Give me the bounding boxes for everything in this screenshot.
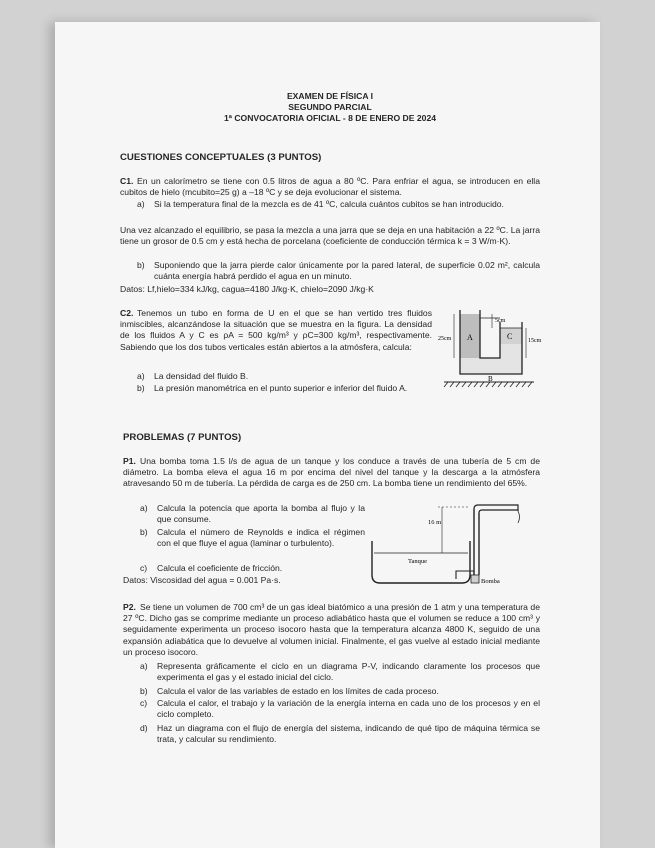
c1-statement-2: Una vez alcanzado el equilibrio, se pasa la mezcla a una jarra que se deja en una habitación a 22 ºC. La jarra tiene un grosor de 0.5 cm y está hecha de porcelana (coeficiente de conducción térmica k = 3 W/m·K). <box>120 225 540 247</box>
p1-label: P1. <box>123 456 136 466</box>
p2-d-label: d) <box>140 723 148 733</box>
c2-label: C2. <box>120 308 134 318</box>
tank-label: Tanque <box>408 558 428 565</box>
pump <box>471 575 479 583</box>
p2-label: P2. <box>123 602 136 612</box>
p2-c-text: Calcula el calor, el trabajo y la variación de la energía interna en cada uno de los procesos y en el ciclo completo. <box>157 698 540 720</box>
pump-tank-figure <box>370 497 540 587</box>
section-title-problemas: PROBLEMAS (7 PUNTOS) <box>123 432 242 443</box>
p1-b-label: b) <box>140 527 148 537</box>
c1-b-label: b) <box>137 260 145 270</box>
c2-b-label: b) <box>137 383 145 393</box>
p2-c-label: c) <box>140 698 148 708</box>
p2-d-text: Haz un diagrama con el flujo de energía del sistema, indicando de qué tipo de máquina térmica se trata, y calcular su rendimiento. <box>157 723 540 745</box>
u-tube-figure <box>438 308 546 390</box>
exam-title: EXAMEN DE FÍSICA I <box>286 91 374 101</box>
exam-date: 1ª CONVOCATORIA OFICIAL - 8 DE ENERO DE 2024 <box>223 113 437 123</box>
c2-b-text: La presión manométrica en el punto superior e inferior del fluido A. <box>154 383 408 393</box>
dim-label-5cm: 5cm <box>495 318 506 324</box>
label-c: C <box>507 332 513 341</box>
p2-b-text: Calcula el valor de las variables de estado en los límites de cada proceso. <box>157 686 439 696</box>
p1-datos: Datos: Viscosidad del agua = 0.001 Pa·s. <box>123 575 281 585</box>
dim-label-15cm: 15cm <box>528 338 542 344</box>
c1-a-text: Si la temperatura final de la mezcla es de 41 ºC, calcula cuántos cubitos se han introducido. <box>154 199 504 209</box>
p1-b-text: Calcula el número de Reynolds e indica el régimen con el que fluye el agua (laminar o turbulento). <box>157 527 365 549</box>
label-b: B <box>488 375 493 383</box>
p2-statement: Se tiene un volumen de 700 cm³ de un gas ideal biatómico a una presión de 1 atm y una temperatura de 27 ºC. Dicho gas se comprime mediante un proceso adiabático hasta que el volumen se reduce a 100 cm³ y seguidamente experimenta un proceso isocoro hasta que la temperatura alcanza 4800 K, seguido de una expansión adiabática que lo devuelve al volumen inicial. Finalmente, el gas vuelve al estado inicial mediante un proceso isocoro. <box>123 602 540 657</box>
height-label: 16 m <box>428 519 442 526</box>
p1-a-text: Calcula la potencia que aporta la bomba al flujo y la que consume. <box>157 503 365 525</box>
c2-statement: Tenemos un tubo en forma de U en el que se han vertido tres fluidos inmiscibles, alcanzándose la situación que se muestra en la figura. La densidad de los fluidos A y C es ρA = 500 kg/m³ y ρC=300 kg/m³, respectivamente. Sabiendo que los dos tubos verticales están abiertos a la atmósfera, calcula: <box>120 308 432 352</box>
exam-subtitle: SEGUNDO PARCIAL <box>288 102 372 112</box>
fluid-b <box>460 358 480 374</box>
p1-c-label: c) <box>140 563 148 573</box>
pump-label: Bomba <box>481 578 500 585</box>
section-title-cuestiones: CUESTIONES CONCEPTUALES (3 PUNTOS) <box>120 152 322 163</box>
p2-b-label: b) <box>140 686 148 696</box>
c2-a-label: a) <box>137 371 145 381</box>
p2-a-text: Representa gráficamente el ciclo en un diagrama P-V, indicando claramente los procesos que experimenta el gas y el estado inicial del ciclo. <box>157 661 540 683</box>
dim-label-25cm: 25cm <box>438 336 452 342</box>
p1-statement: Una bomba toma 1.5 l/s de agua de un tanque y los conduce a través de una tubería de 5 cm de diámetro. La bomba eleva el agua 16 m por encima del nivel del tanque y la descarga a la atmósfera atravesando 50 m de tubería. La pérdida de carga es de 250 cm. La bomba tiene un rendimiento del 65%. <box>123 456 540 489</box>
label-a: A <box>467 333 473 342</box>
c1-a-label: a) <box>137 199 145 209</box>
c1-label: C1. <box>120 176 134 186</box>
c1-b-text: Suponiendo que la jarra pierde calor únicamente por la pared lateral, de superficie 0.02 m², calcula cuánta energía habrá perdido el agua en un minuto. <box>154 260 540 282</box>
p2-a-label: a) <box>140 661 148 671</box>
c1-datos: Datos: Lf,hielo=334 kJ/kg, cagua=4180 J/kg·K, chielo=2090 J/kg·K <box>120 284 374 294</box>
c1-statement: En un calorímetro se tiene con 0.5 litros de agua a 80 ºC. Para enfriar el agua, se introducen en ella cubitos de hielo (mcubito=25 g) a –18 ºC y se deja evolucionar el sistema. <box>120 176 540 198</box>
c2-a-text: La densidad del fluido B. <box>154 371 249 381</box>
p1-a-label: a) <box>140 503 148 513</box>
p1-c-text: Calcula el coeficiente de fricción. <box>157 563 283 573</box>
